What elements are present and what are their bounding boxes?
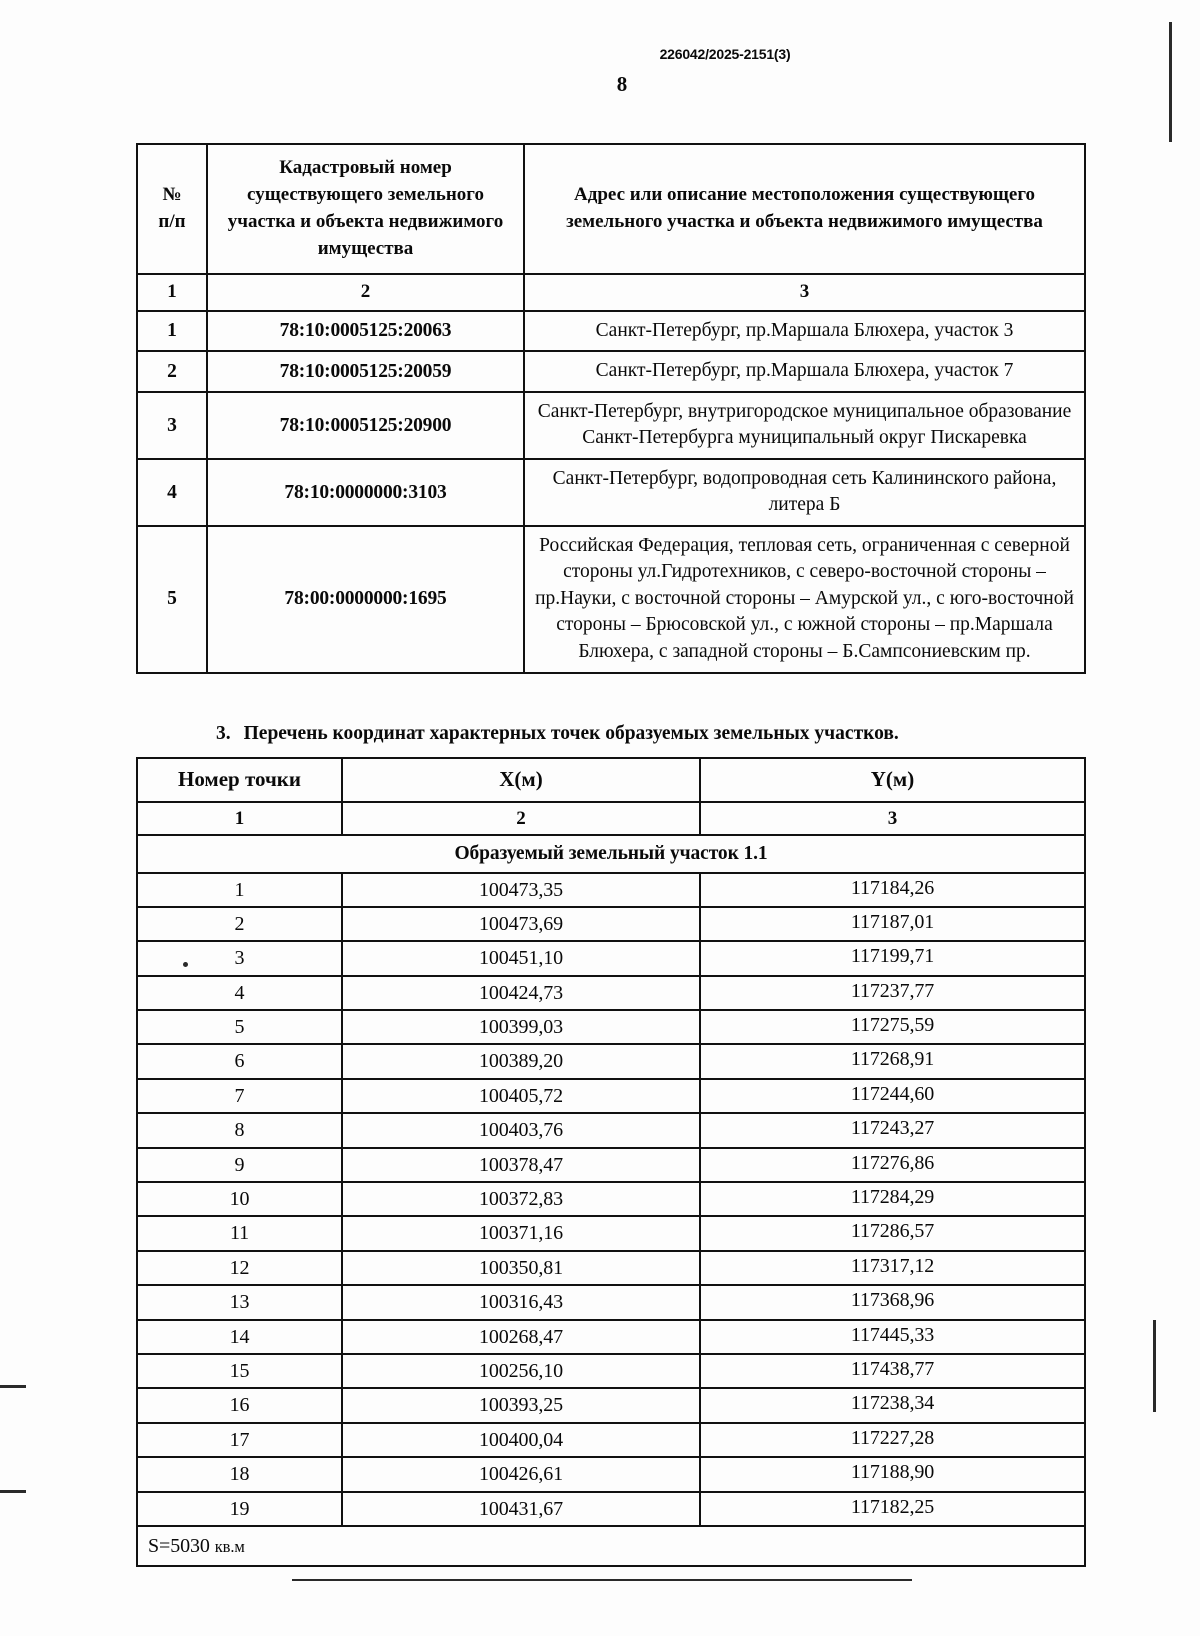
cadastral-table-body (137, 311, 1085, 673)
cell-y-coordinate: 117243,27 (700, 1111, 1085, 1145)
cell-y-coordinate: 117182,25 (700, 1490, 1085, 1524)
coordinates-table (136, 757, 1086, 1567)
cell-y-coordinate: 117317,12 (700, 1249, 1085, 1283)
cell-address: Санкт-Петербург, внутригородское муниципальное образование Санкт-Петербурга муниципальный округ Пискаревка (524, 392, 1085, 459)
cell-y-coordinate: 117227,28 (700, 1421, 1085, 1455)
table-row (137, 311, 1085, 352)
parcel-area-cell (137, 1526, 1085, 1566)
column-number-2: 2 (342, 802, 700, 835)
cell-address: Санкт-Петербург, водопроводная сеть Калининского района, литера Б (524, 459, 1085, 526)
cell-x-coordinate: 100371,16 (342, 1216, 700, 1250)
section-number: 3. (216, 723, 231, 744)
cell-point-number: 10 (137, 1182, 342, 1216)
column-number-1: 1 (137, 802, 342, 835)
cell-y-coordinate: 117275,59 (700, 1008, 1085, 1042)
cell-x-coordinate: 100426,61 (342, 1457, 700, 1491)
table-row (137, 1320, 1085, 1354)
cell-point-number: 11 (137, 1216, 342, 1250)
header-cell-index (137, 144, 207, 274)
header-cell-y: Y(м) (700, 758, 1085, 802)
cell-x-coordinate: 100389,20 (342, 1044, 700, 1078)
cell-point-number: 12 (137, 1251, 342, 1285)
cell-y-coordinate: 117286,57 (700, 1214, 1085, 1248)
cell-point-number: 2 (137, 907, 342, 941)
scan-speck (292, 1579, 912, 1581)
scan-edge-mark (0, 1385, 26, 1388)
column-number-row (137, 274, 1085, 311)
cell-x-coordinate: 100405,72 (342, 1079, 700, 1113)
cell-row-index: 5 (137, 526, 207, 673)
cell-point-number: 13 (137, 1285, 342, 1319)
table-header (137, 144, 1085, 311)
cell-row-index: 1 (137, 311, 207, 352)
cadastral-objects-table (136, 143, 1086, 674)
cell-point-number: 6 (137, 1044, 342, 1078)
parcel-group-row (137, 835, 1085, 873)
cell-address: Российская Федерация, тепловая сеть, ограниченная с северной стороны ул.Гидротехников, с северо-восточной стороны – пр.Науки, с восточной стороны – Амурской ул., с юго-восточной стороны – Брюсовской ул., с южной стороны – пр.Маршала Блюхера, с западной стороны – Б.Сампсониевским пр. (524, 526, 1085, 673)
cell-x-coordinate: 100350,81 (342, 1251, 700, 1285)
cell-x-coordinate: 100268,47 (342, 1320, 700, 1354)
cell-x-coordinate: 100378,47 (342, 1148, 700, 1182)
cell-y-coordinate: 117268,91 (700, 1042, 1085, 1076)
page-number: 8 (616, 72, 628, 96)
cell-point-number: 4 (137, 976, 342, 1010)
cell-y-coordinate: 117238,34 (700, 1386, 1085, 1420)
cell-x-coordinate: 100431,67 (342, 1492, 700, 1526)
cell-point-number: 18 (137, 1457, 342, 1491)
table-row (137, 907, 1085, 941)
cell-cadastral-number: 78:00:0000000:1695 (207, 526, 524, 673)
parcel-area-unit: кв.м (214, 1536, 245, 1556)
table-row (137, 1492, 1085, 1526)
cell-x-coordinate: 100393,25 (342, 1388, 700, 1422)
cell-y-coordinate: 117184,26 (700, 871, 1085, 905)
cell-row-index: 3 (137, 392, 207, 459)
table-row (137, 1251, 1085, 1285)
cell-y-coordinate: 117237,77 (700, 974, 1085, 1008)
table-row (137, 1388, 1085, 1422)
table-row (137, 1010, 1085, 1044)
cell-row-index: 2 (137, 351, 207, 392)
cell-x-coordinate: 100473,69 (342, 907, 700, 941)
table-row (137, 941, 1085, 975)
table-row (137, 392, 1085, 459)
table-row (137, 1182, 1085, 1216)
cell-y-coordinate: 117187,01 (700, 905, 1085, 939)
table-row (137, 351, 1085, 392)
coordinates-table-header (137, 758, 1085, 835)
cell-x-coordinate: 100400,04 (342, 1423, 700, 1457)
cell-x-coordinate: 100372,83 (342, 1182, 700, 1216)
table-row (137, 1079, 1085, 1113)
cell-y-coordinate: 117445,33 (700, 1318, 1085, 1352)
column-number-1: 1 (137, 274, 207, 311)
cell-point-number: 7 (137, 1079, 342, 1113)
cell-cadastral-number: 78:10:0005125:20900 (207, 392, 524, 459)
parcel-area-row (137, 1526, 1085, 1566)
parcel-group-title: Образуемый земельный участок 1.1 (137, 835, 1085, 873)
table-row (137, 459, 1085, 526)
cell-y-coordinate: 117438,77 (700, 1352, 1085, 1386)
scan-edge-mark (1153, 1320, 1156, 1412)
cell-y-coordinate: 117199,71 (700, 939, 1085, 973)
cell-x-coordinate: 100316,43 (342, 1285, 700, 1319)
table-row (137, 1216, 1085, 1250)
cell-point-number: 1 (137, 873, 342, 907)
table-row (137, 1354, 1085, 1388)
header-index-line2: п/п (158, 210, 186, 232)
cell-x-coordinate: 100451,10 (342, 941, 700, 975)
table-row (137, 1148, 1085, 1182)
cell-x-coordinate: 100473,35 (342, 873, 700, 907)
cell-y-coordinate: 117188,90 (700, 1455, 1085, 1489)
header-cell-address: Адрес или описание местоположения существующего земельного участка и объекта недвижимого имущества (524, 144, 1085, 274)
cell-y-coordinate: 117244,60 (700, 1077, 1085, 1111)
table-row (137, 976, 1085, 1010)
parcel-area-value: S=5030 (148, 1534, 210, 1557)
cell-x-coordinate: 100399,03 (342, 1010, 700, 1044)
document-id-stamp: 226042/2025-2151(3) (659, 46, 791, 62)
table-row (137, 1457, 1085, 1491)
cell-y-coordinate: 117276,86 (700, 1146, 1085, 1180)
column-number-3: 3 (524, 274, 1085, 311)
column-number-2: 2 (207, 274, 524, 311)
cell-point-number: 15 (137, 1354, 342, 1388)
cell-point-number: 5 (137, 1010, 342, 1044)
cell-address: Санкт-Петербург, пр.Маршала Блюхера, участок 7 (524, 351, 1085, 392)
cell-y-coordinate: 117284,29 (700, 1180, 1085, 1214)
table-header-row (137, 144, 1085, 274)
table-row (137, 1044, 1085, 1078)
cell-row-index: 4 (137, 459, 207, 526)
column-number-row (137, 802, 1085, 835)
section-heading (216, 723, 899, 745)
header-index-line1: № (162, 183, 182, 205)
cell-x-coordinate: 100424,73 (342, 976, 700, 1010)
table-row (137, 1285, 1085, 1319)
table-row (137, 873, 1085, 907)
cell-y-coordinate: 117368,96 (700, 1283, 1085, 1317)
table-header-row (137, 758, 1085, 802)
coordinates-table-body (137, 835, 1085, 1567)
cell-cadastral-number: 78:10:0005125:20063 (207, 311, 524, 352)
table-row (137, 1423, 1085, 1457)
section-title: Перечень координат характерных точек образуемых земельных участков. (243, 723, 899, 744)
cell-point-number: 17 (137, 1423, 342, 1457)
cell-cadastral-number: 78:10:0000000:3103 (207, 459, 524, 526)
cell-x-coordinate: 100403,76 (342, 1113, 700, 1147)
cell-point-number: 14 (137, 1320, 342, 1354)
scan-edge-mark (0, 1490, 26, 1493)
table-row (137, 526, 1085, 673)
cell-point-number: 19 (137, 1492, 342, 1526)
cell-point-number: 3 (137, 941, 342, 975)
cell-point-number: 9 (137, 1148, 342, 1182)
cell-cadastral-number: 78:10:0005125:20059 (207, 351, 524, 392)
header-cell-x: X(м) (342, 758, 700, 802)
header-cell-cadastral-number: Кадастровый номер существующего земельного участка и объекта недвижимого имущества (207, 144, 524, 274)
cell-point-number: 16 (137, 1388, 342, 1422)
cell-point-number: 8 (137, 1113, 342, 1147)
header-cell-point-number: Номер точки (137, 758, 342, 802)
table-row (137, 1113, 1085, 1147)
column-number-3: 3 (700, 802, 1085, 835)
cell-x-coordinate: 100256,10 (342, 1354, 700, 1388)
cell-address: Санкт-Петербург, пр.Маршала Блюхера, участок 3 (524, 311, 1085, 352)
